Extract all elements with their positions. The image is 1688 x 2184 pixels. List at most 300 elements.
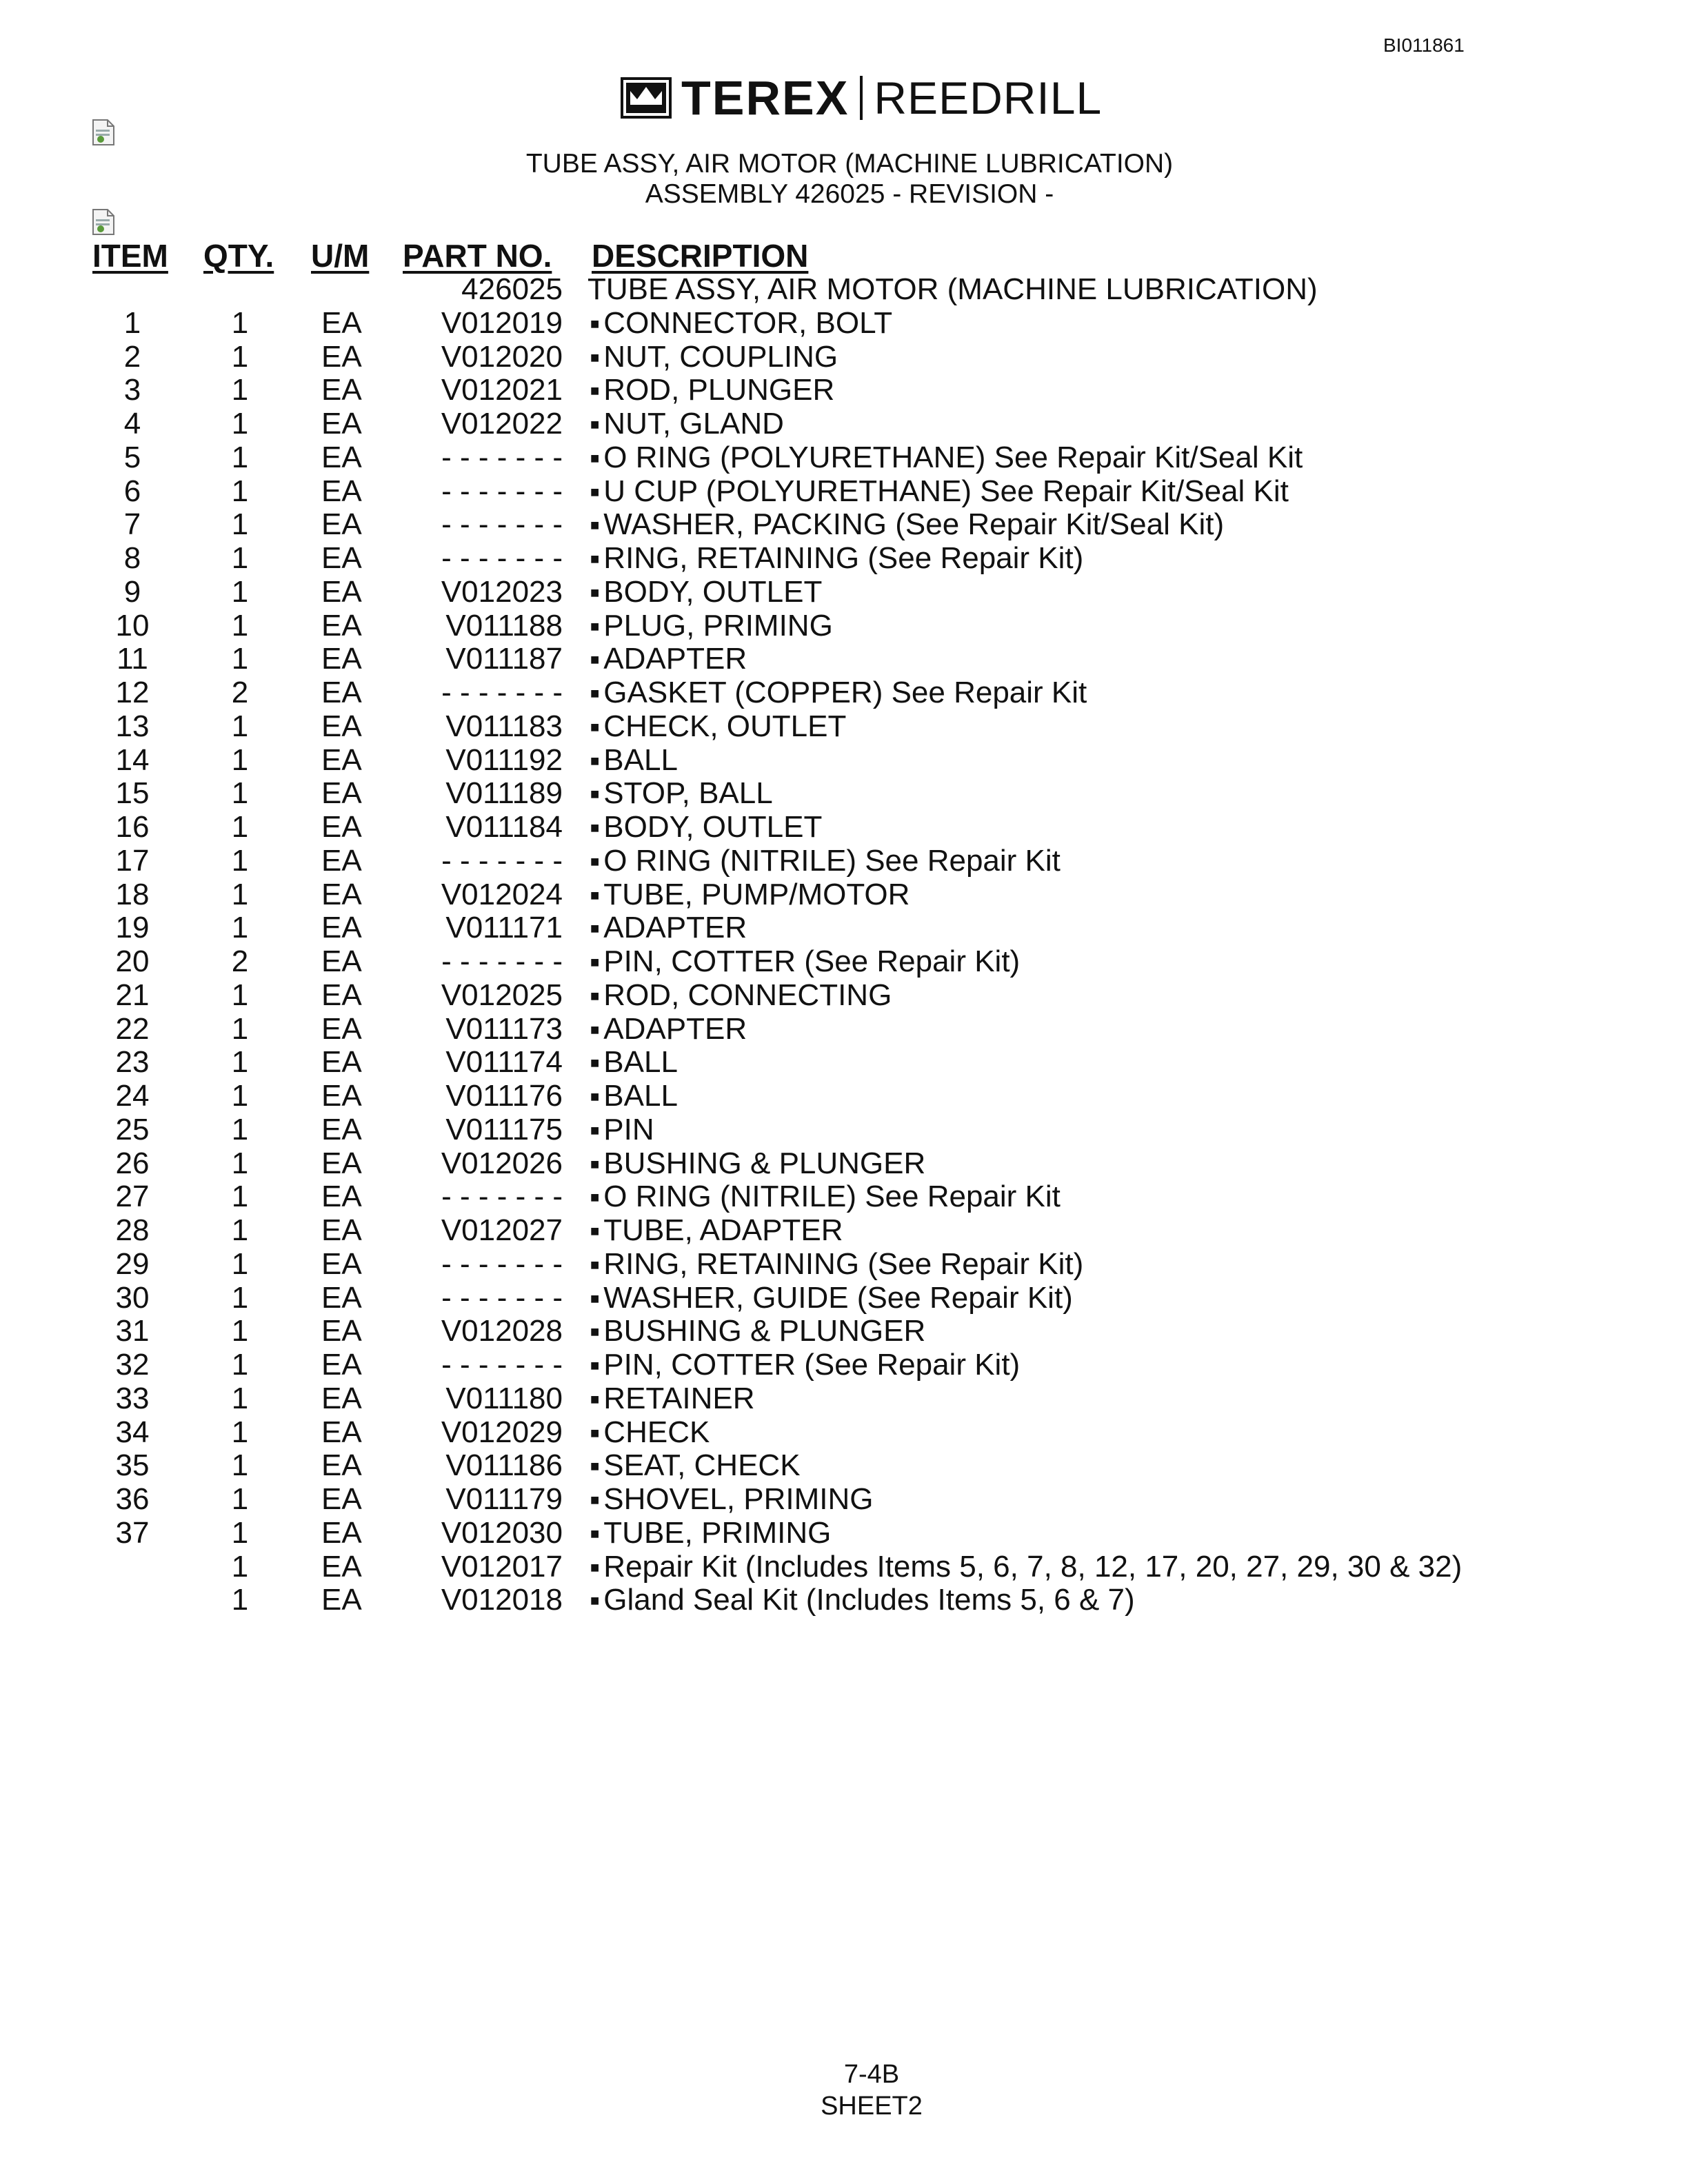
um-cell: EA (321, 1448, 362, 1483)
description-cell (587, 845, 1061, 879)
um-cell: EA (321, 373, 362, 407)
description-cell (587, 1147, 925, 1182)
um-cell: EA (321, 1079, 362, 1113)
item-cell: 9 (123, 574, 141, 609)
description-cell (587, 1550, 1462, 1585)
bullet-icon: ■ (590, 987, 600, 1004)
description-cell (587, 273, 1318, 307)
qty-cell: 1 (231, 642, 249, 676)
um-cell: EA (321, 877, 362, 911)
qty-cell: 2 (231, 944, 249, 978)
item-cell: 23 (115, 1045, 150, 1080)
table-row (0, 307, 1688, 341)
bullet-icon: ■ (590, 685, 600, 702)
um-cell: EA (321, 1515, 362, 1550)
item-cell: 15 (115, 776, 150, 811)
um-cell: EA (321, 574, 362, 609)
part-number-cell: - - - - - - - (441, 541, 563, 575)
table-row (0, 811, 1688, 845)
um-cell: EA (321, 407, 362, 441)
qty-cell: 1 (231, 1246, 249, 1281)
table-row (0, 1180, 1688, 1214)
um-cell: EA (321, 1415, 362, 1449)
part-number-cell: V011188 (445, 608, 563, 643)
bullet-icon: ■ (590, 516, 600, 534)
bullet-icon: ■ (590, 1189, 600, 1206)
um-cell: EA (321, 676, 362, 709)
qty-cell: 1 (231, 1213, 249, 1247)
part-number-cell: V011187 (445, 642, 563, 676)
bullet-icon: ■ (590, 1088, 600, 1105)
description-cell (587, 1248, 1083, 1282)
um-cell: EA (321, 474, 362, 508)
um-cell: EA (321, 978, 362, 1012)
table-row (0, 1046, 1688, 1080)
bullet-icon: ■ (590, 416, 600, 433)
qty-cell: 1 (231, 608, 249, 643)
description-text: PLUG, PRIMING (603, 608, 833, 643)
qty-cell: 1 (231, 709, 249, 743)
bullet-icon: ■ (590, 314, 600, 332)
um-cell: EA (321, 1482, 362, 1516)
um-cell: EA (321, 1314, 362, 1348)
qty-cell: 1 (231, 373, 249, 407)
bullet-icon: ■ (590, 920, 600, 938)
item-cell: 13 (115, 709, 150, 743)
brand-reedrill: REEDRILL (874, 72, 1103, 123)
part-number-cell: V011186 (445, 1448, 563, 1483)
table-row (0, 576, 1688, 609)
description-cell (587, 341, 838, 375)
document-link-icon[interactable] (91, 208, 116, 236)
item-cell: 22 (115, 1011, 150, 1046)
description-cell (587, 1315, 925, 1349)
um-cell: EA (321, 742, 362, 777)
item-cell: 27 (115, 1180, 150, 1214)
um-cell: EA (321, 440, 362, 474)
table-row (0, 1315, 1688, 1348)
description-text: BALL (603, 742, 678, 777)
part-number-cell: V011189 (445, 776, 563, 811)
description-text: U CUP (POLYURETHANE) See Repair Kit/Seal Kit (603, 474, 1289, 508)
bullet-icon: ■ (590, 1457, 600, 1475)
um-cell: EA (321, 843, 362, 878)
qty-cell: 1 (231, 1011, 249, 1046)
terex-crown-logo-icon (621, 77, 672, 119)
description-text: NUT, COUPLING (603, 339, 838, 374)
description-text: WASHER, PACKING (See Repair Kit/Seal Kit) (603, 507, 1225, 542)
item-cell: 31 (115, 1314, 150, 1348)
bullet-icon: ■ (590, 1054, 600, 1072)
table-row (0, 1449, 1688, 1483)
table-row (0, 777, 1688, 811)
um-cell: EA (321, 776, 362, 811)
description-cell (587, 1348, 1020, 1383)
table-row (0, 1584, 1688, 1617)
header-qty: QTY. (203, 238, 274, 274)
qty-cell: 1 (231, 1180, 249, 1214)
description-text: GASKET (COPPER) See Repair Kit (603, 676, 1087, 709)
table-row (0, 878, 1688, 912)
part-number-cell: V011173 (445, 1011, 563, 1046)
header-description: DESCRIPTION (592, 238, 809, 274)
description-cell (587, 878, 910, 913)
sheet-label: SHEET2 (821, 2092, 923, 2121)
table-row (0, 1113, 1688, 1147)
table-row (0, 1248, 1688, 1282)
um-cell: EA (321, 944, 362, 978)
part-number-cell: 426025 (461, 272, 563, 306)
qty-cell: 1 (231, 407, 249, 441)
item-cell: 10 (115, 608, 150, 643)
qty-cell: 1 (231, 776, 249, 811)
qty-cell: 1 (231, 474, 249, 508)
description-text: BALL (603, 1079, 678, 1113)
qty-cell: 1 (231, 574, 249, 609)
table-row (0, 273, 1688, 307)
description-text: RING, RETAINING (See Repair Kit) (603, 1246, 1084, 1281)
part-number-cell: - - - - - - - (441, 944, 563, 978)
description-text: TUBE ASSY, AIR MOTOR (MACHINE LUBRICATION) (587, 272, 1318, 306)
item-cell: 6 (123, 474, 141, 508)
description-text: O RING (NITRILE) See Repair Kit (603, 843, 1061, 878)
part-number-cell: V011192 (445, 742, 563, 777)
brand-header (621, 72, 1102, 124)
description-cell (587, 1483, 873, 1517)
bullet-icon: ■ (590, 1424, 600, 1442)
item-cell: 7 (123, 507, 141, 542)
qty-cell: 1 (231, 1112, 249, 1146)
header-um: U/M (311, 238, 370, 274)
description-text: CHECK (603, 1415, 710, 1449)
header-item: ITEM (92, 238, 168, 274)
um-cell: EA (321, 608, 362, 643)
assembly-title: TUBE ASSY, AIR MOTOR (MACHINE LUBRICATION) (525, 149, 1174, 179)
part-number-cell: V012021 (441, 373, 563, 407)
part-number-cell: - - - - - - - (441, 507, 563, 542)
item-cell: 12 (115, 676, 150, 709)
table-row (0, 1483, 1688, 1517)
item-cell: 18 (115, 877, 150, 911)
bullet-icon: ■ (590, 550, 600, 567)
bullet-icon: ■ (590, 886, 600, 904)
um-cell: EA (321, 541, 362, 575)
description-text: BALL (603, 1045, 678, 1080)
description-text: ROD, CONNECTING (603, 978, 892, 1012)
description-text: RING, RETAINING (See Repair Kit) (603, 541, 1084, 575)
part-number-cell: V012018 (441, 1583, 563, 1617)
bullet-icon: ■ (590, 1592, 600, 1610)
qty-cell: 1 (231, 1381, 249, 1415)
qty-cell: 1 (231, 1280, 249, 1315)
part-number-cell: - - - - - - - (441, 1180, 563, 1214)
description-text: ADAPTER (603, 911, 747, 945)
qty-cell: 1 (231, 1482, 249, 1516)
table-row (0, 1214, 1688, 1248)
parts-table-header (0, 237, 1688, 276)
description-cell (587, 710, 846, 745)
um-cell: EA (321, 911, 362, 945)
parts-table-body (0, 273, 1688, 1617)
qty-cell: 1 (231, 877, 249, 911)
table-row (0, 1550, 1688, 1584)
bullet-icon: ■ (590, 1390, 600, 1408)
bullet-icon: ■ (590, 583, 600, 601)
part-number-cell: V011176 (445, 1079, 563, 1113)
bullet-icon: ■ (590, 651, 600, 669)
page-number: 7-4B (843, 2060, 900, 2089)
part-number-cell: V011179 (445, 1482, 563, 1516)
part-number-cell: - - - - - - - (441, 843, 563, 878)
part-number-cell: - - - - - - - (441, 1280, 563, 1315)
description-cell (587, 374, 834, 408)
bullet-icon: ■ (590, 1155, 600, 1173)
um-cell: EA (321, 1112, 362, 1146)
assembly-revision: ASSEMBLY 426025 - REVISION - (645, 179, 1054, 209)
table-row (0, 1416, 1688, 1450)
item-cell: 2 (123, 339, 141, 374)
item-cell: 3 (123, 373, 141, 407)
qty-cell: 1 (231, 742, 249, 777)
part-number-cell: V012020 (441, 339, 563, 374)
part-number-cell: V012029 (441, 1415, 563, 1449)
description-cell (587, 475, 1289, 509)
part-number-cell: V011174 (445, 1045, 563, 1080)
um-cell: EA (321, 1011, 362, 1046)
description-cell (587, 1113, 654, 1148)
part-number-cell: V012030 (441, 1515, 563, 1550)
bullet-icon: ■ (590, 1357, 600, 1374)
bullet-icon: ■ (590, 382, 600, 400)
part-number-cell: V012027 (441, 1213, 563, 1247)
description-cell (587, 1046, 678, 1080)
item-cell: 20 (115, 944, 150, 978)
table-row (0, 475, 1688, 509)
item-cell: 28 (115, 1213, 150, 1247)
um-cell: EA (321, 1280, 362, 1315)
qty-cell: 1 (231, 339, 249, 374)
part-number-cell: - - - - - - - (441, 1246, 563, 1281)
table-row (0, 374, 1688, 407)
item-cell: 24 (115, 1079, 150, 1113)
bullet-icon: ■ (590, 348, 600, 366)
qty-cell: 1 (231, 1583, 249, 1617)
um-cell: EA (321, 507, 362, 542)
qty-cell: 1 (231, 1549, 249, 1584)
bullet-icon: ■ (590, 1255, 600, 1273)
item-cell: 37 (115, 1515, 150, 1550)
um-cell: EA (321, 1583, 362, 1617)
description-text: PIN, COTTER (See Repair Kit) (603, 944, 1021, 978)
bullet-icon: ■ (590, 483, 600, 501)
item-cell: 33 (115, 1381, 150, 1415)
description-text: CONNECTOR, BOLT (603, 305, 893, 340)
description-cell (587, 1517, 831, 1551)
bullet-icon: ■ (590, 1491, 600, 1508)
description-text: TUBE, PUMP/MOTOR (603, 877, 910, 911)
description-cell (587, 1282, 1073, 1316)
qty-cell: 1 (231, 1079, 249, 1113)
description-text: TUBE, ADAPTER (603, 1213, 843, 1247)
table-row (0, 407, 1688, 441)
qty-cell: 1 (231, 978, 249, 1012)
table-row (0, 945, 1688, 979)
qty-cell: 2 (231, 676, 249, 709)
bullet-icon: ■ (590, 953, 600, 971)
table-row (0, 1080, 1688, 1113)
part-number-cell: V012024 (441, 877, 563, 911)
table-row (0, 1013, 1688, 1046)
bullet-icon: ■ (590, 718, 600, 736)
part-number-cell: V012025 (441, 978, 563, 1012)
description-cell (587, 508, 1224, 543)
bullet-icon: ■ (590, 1222, 600, 1240)
item-cell: 8 (123, 541, 141, 575)
description-text: ADAPTER (603, 1011, 747, 1046)
part-number-cell: V012026 (441, 1146, 563, 1180)
item-cell: 32 (115, 1348, 150, 1382)
part-number-cell: V011171 (445, 911, 563, 945)
description-cell (587, 777, 773, 811)
bullet-icon: ■ (590, 819, 600, 836)
item-cell: 34 (115, 1415, 150, 1449)
description-text: SEAT, CHECK (603, 1448, 801, 1483)
description-text: RETAINER (603, 1381, 755, 1415)
description-text: Repair Kit (Includes Items 5, 6, 7, 8, 12, 17, 20, 27, 29, 30 & 32) (603, 1549, 1463, 1584)
qty-cell: 1 (231, 1515, 249, 1550)
document-link-icon[interactable] (91, 119, 116, 146)
part-number-cell: V012023 (441, 574, 563, 609)
um-cell: EA (321, 339, 362, 374)
qty-cell: 1 (231, 1314, 249, 1348)
description-cell (587, 1013, 747, 1047)
item-cell: 35 (115, 1448, 150, 1483)
um-cell: EA (321, 642, 362, 676)
description-cell (587, 811, 822, 845)
table-row (0, 441, 1688, 475)
item-cell: 11 (117, 642, 148, 676)
item-cell: 4 (123, 407, 141, 441)
description-cell (587, 945, 1020, 980)
item-cell: 5 (123, 440, 141, 474)
description-text: PIN, COTTER (See Repair Kit) (603, 1348, 1021, 1382)
um-cell: EA (321, 709, 362, 743)
bullet-icon: ■ (590, 1524, 600, 1542)
table-row (0, 710, 1688, 744)
part-number-cell: - - - - - - - (441, 440, 563, 474)
qty-cell: 1 (231, 1448, 249, 1483)
item-cell: 25 (115, 1112, 150, 1146)
description-cell (587, 542, 1083, 576)
qty-cell: 1 (231, 541, 249, 575)
table-row (0, 542, 1688, 576)
description-cell (587, 1080, 678, 1114)
description-text: BODY, OUTLET (603, 574, 823, 609)
table-row (0, 845, 1688, 878)
table-row (0, 1382, 1688, 1416)
part-number-cell: V012028 (441, 1314, 563, 1348)
item-cell: 17 (115, 843, 150, 878)
description-cell (587, 609, 833, 644)
description-text: Gland Seal Kit (Includes Items 5, 6 & 7) (603, 1583, 1135, 1617)
um-cell: EA (321, 810, 362, 844)
item-cell: 21 (115, 978, 150, 1012)
qty-cell: 1 (231, 843, 249, 878)
bullet-icon: ■ (590, 852, 600, 870)
bullet-icon: ■ (590, 1558, 600, 1576)
qty-cell: 1 (231, 1348, 249, 1382)
um-cell: EA (321, 1549, 362, 1584)
bullet-icon: ■ (590, 1121, 600, 1139)
um-cell: EA (321, 1348, 362, 1382)
description-cell (587, 1584, 1135, 1618)
qty-cell: 1 (231, 810, 249, 844)
table-row (0, 1282, 1688, 1315)
description-cell (587, 676, 1087, 711)
qty-cell: 1 (231, 305, 249, 340)
item-cell: 36 (115, 1482, 150, 1516)
table-row (0, 1147, 1688, 1181)
description-text: NUT, GLAND (603, 407, 784, 441)
part-number-cell: - - - - - - - (441, 676, 563, 709)
bullet-icon: ■ (590, 1289, 600, 1307)
description-cell (587, 911, 747, 946)
um-cell: EA (321, 1246, 362, 1281)
bullet-icon: ■ (590, 751, 600, 769)
description-cell (587, 407, 784, 442)
part-number-cell: V012022 (441, 407, 563, 441)
table-row (0, 609, 1688, 643)
description-cell (587, 979, 892, 1013)
item-cell: 29 (115, 1246, 150, 1281)
item-cell: 26 (115, 1146, 150, 1180)
description-text: BUSHING & PLUNGER (603, 1314, 926, 1348)
part-number-cell: - - - - - - - (441, 474, 563, 508)
table-row (0, 744, 1688, 778)
item-cell: 30 (115, 1280, 150, 1315)
description-cell (587, 576, 822, 610)
table-row (0, 643, 1688, 676)
description-cell (587, 441, 1303, 476)
qty-cell: 1 (231, 507, 249, 542)
document-id: BI011861 (1383, 34, 1465, 56)
part-number-cell: V011180 (445, 1381, 563, 1415)
bullet-icon: ■ (590, 449, 600, 467)
qty-cell: 1 (231, 1415, 249, 1449)
brand-terex: TEREX (681, 71, 850, 125)
table-row (0, 979, 1688, 1013)
description-cell (587, 1214, 843, 1248)
um-cell: EA (321, 305, 362, 340)
description-text: ADAPTER (603, 642, 747, 676)
description-text: BODY, OUTLET (603, 810, 823, 844)
item-cell: 16 (115, 810, 150, 844)
table-row (0, 508, 1688, 542)
description-cell (587, 744, 678, 778)
brand-divider (860, 76, 863, 120)
qty-cell: 1 (231, 1146, 249, 1180)
table-row (0, 1517, 1688, 1550)
description-text: PIN (603, 1112, 654, 1146)
bullet-icon: ■ (590, 1323, 600, 1341)
part-number-cell: V012017 (441, 1549, 563, 1584)
um-cell: EA (321, 1213, 362, 1247)
description-text: O RING (POLYURETHANE) See Repair Kit/Seal Kit (603, 440, 1303, 474)
description-text: WASHER, GUIDE (See Repair Kit) (603, 1280, 1073, 1315)
description-cell (587, 643, 747, 677)
item-cell: 1 (123, 305, 141, 340)
description-text: TUBE, PRIMING (603, 1515, 832, 1550)
